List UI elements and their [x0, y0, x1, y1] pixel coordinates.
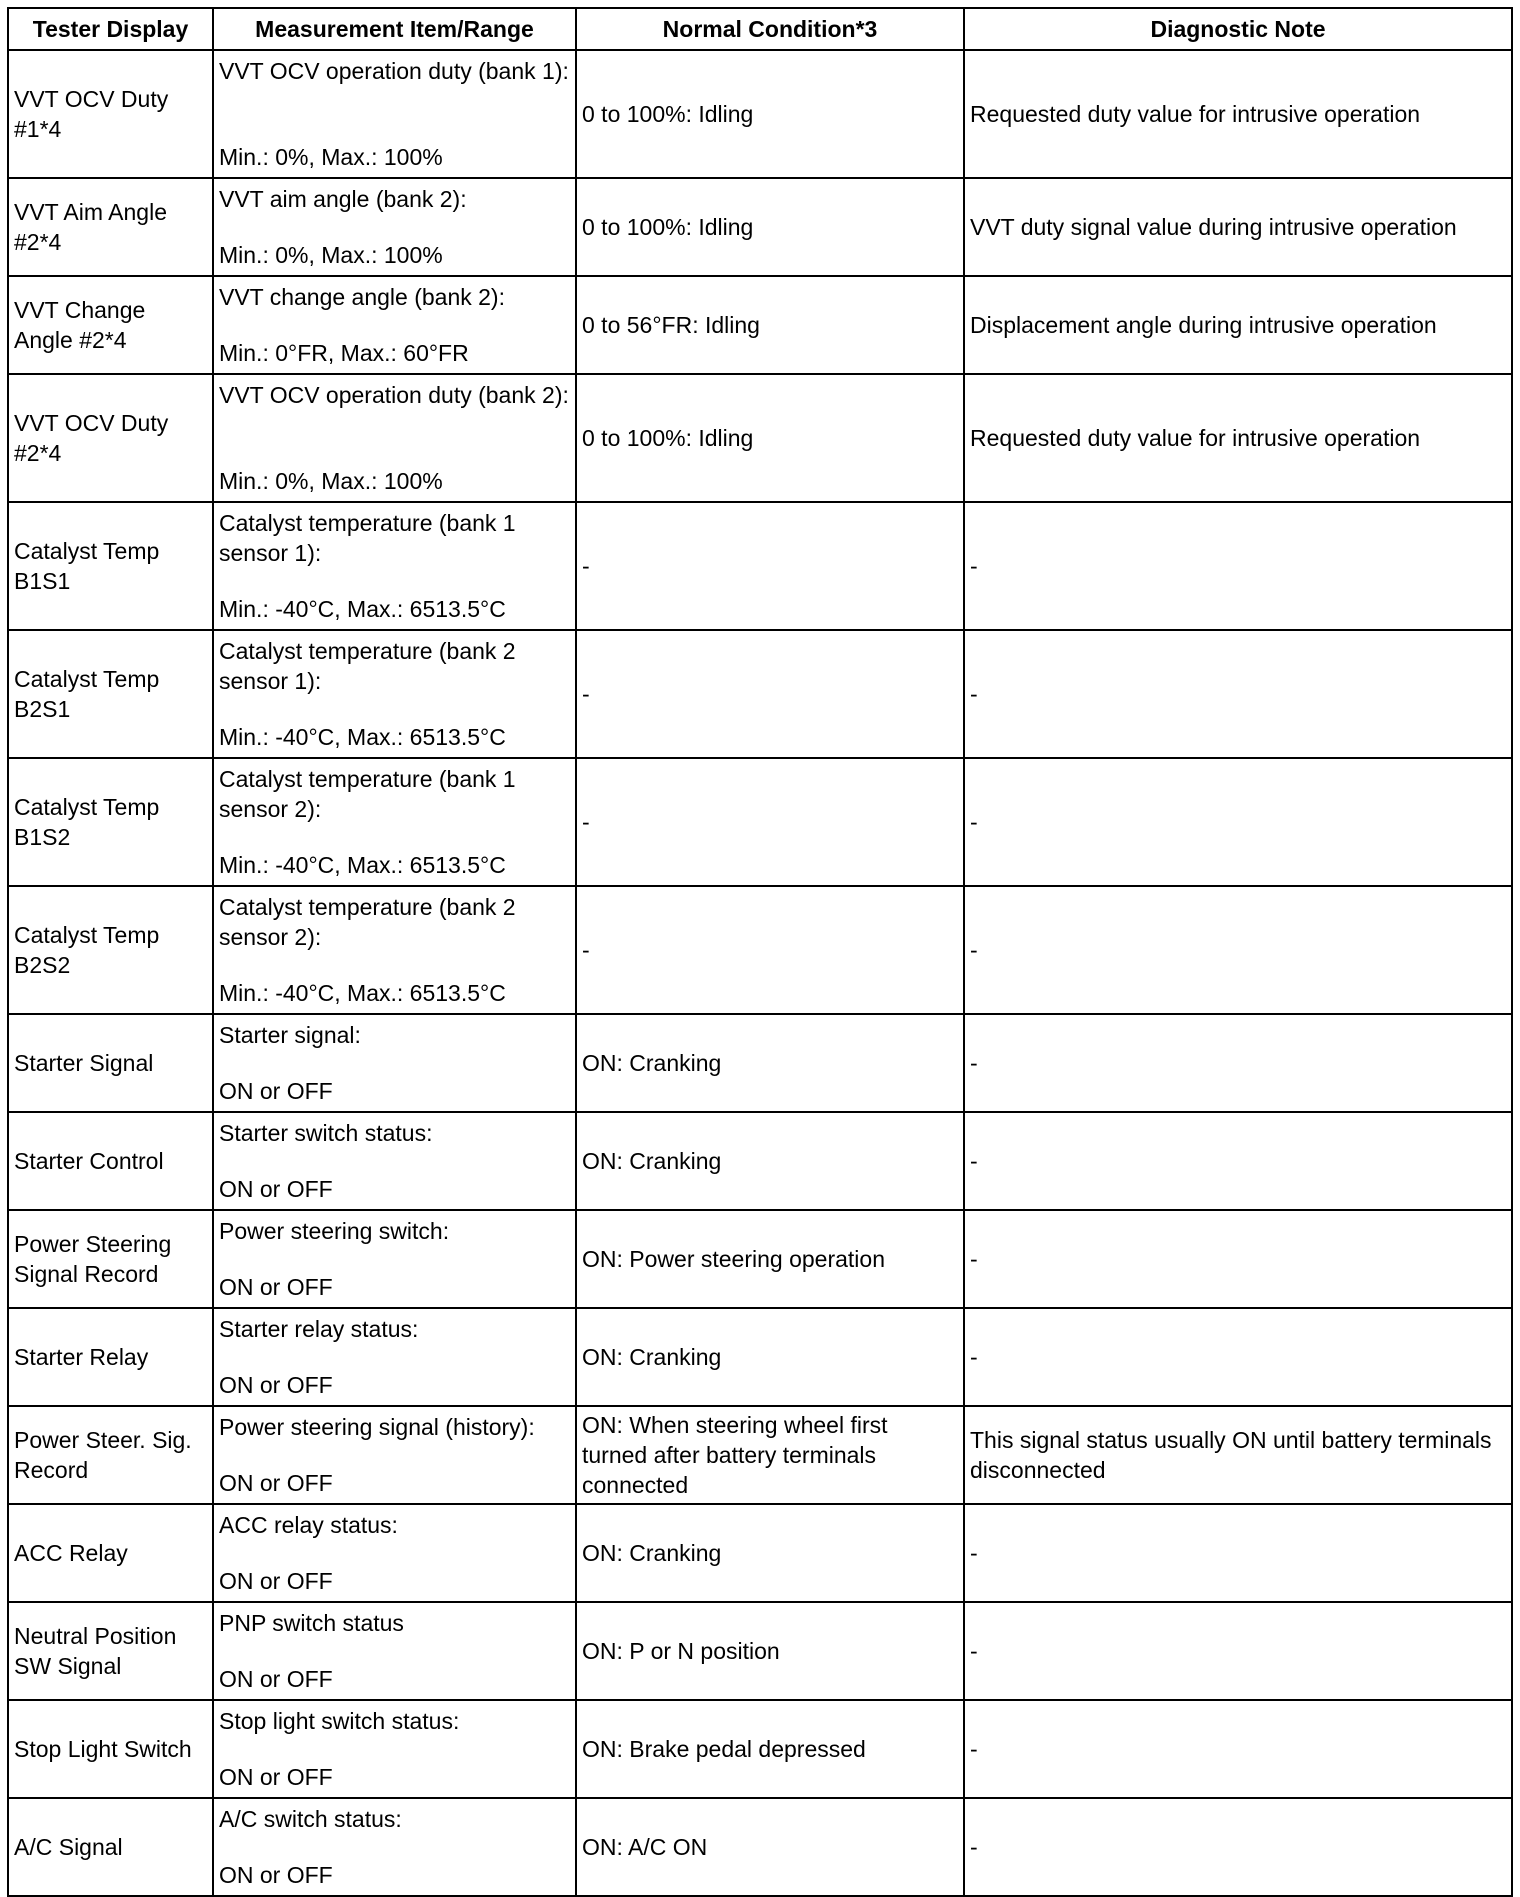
table-row — [8, 1014, 1512, 1112]
cell-diagnostic-note: - — [964, 758, 1512, 886]
measurement-item: Starter relay status: — [219, 1316, 419, 1342]
measurement-range: Min.: -40°C, Max.: 6513.5°C — [219, 596, 506, 622]
measurement-range: Min.: 0%, Max.: 100% — [219, 242, 443, 268]
table-row — [8, 50, 1512, 178]
cell-normal-condition: ON: A/C ON — [576, 1798, 964, 1896]
cell-normal-condition: - — [576, 502, 964, 630]
cell-diagnostic-note: - — [964, 1504, 1512, 1602]
cell-measurement — [213, 502, 576, 630]
cell-diagnostic-note: - — [964, 630, 1512, 758]
cell-measurement — [213, 178, 576, 276]
table-row — [8, 1210, 1512, 1308]
table-row — [8, 1700, 1512, 1798]
cell-measurement — [213, 1308, 576, 1406]
cell-measurement — [213, 1406, 576, 1504]
cell-normal-condition: ON: Cranking — [576, 1112, 964, 1210]
cell-tester-display: Power Steering Signal Record — [8, 1210, 213, 1308]
cell-normal-condition: - — [576, 758, 964, 886]
table-row — [8, 1798, 1512, 1896]
cell-normal-condition: 0 to 100%: Idling — [576, 374, 964, 502]
table-row — [8, 886, 1512, 1014]
measurement-range: ON or OFF — [219, 1470, 333, 1496]
table-row — [8, 758, 1512, 886]
cell-tester-display: Neutral Position SW Signal — [8, 1602, 213, 1700]
cell-diagnostic-note: - — [964, 502, 1512, 630]
cell-diagnostic-note: - — [964, 886, 1512, 1014]
cell-tester-display: VVT OCV Duty #2*4 — [8, 374, 213, 502]
diagnostic-data-table-page — [7, 7, 1511, 1897]
cell-measurement — [213, 758, 576, 886]
measurement-item: VVT change angle (bank 2): — [219, 284, 505, 310]
cell-diagnostic-note: - — [964, 1308, 1512, 1406]
cell-normal-condition: 0 to 100%: Idling — [576, 50, 964, 178]
cell-measurement — [213, 1112, 576, 1210]
measurement-range: ON or OFF — [219, 1078, 333, 1104]
measurement-range: Min.: 0%, Max.: 100% — [219, 468, 443, 494]
measurement-range: Min.: 0°FR, Max.: 60°FR — [219, 340, 469, 366]
cell-normal-condition: ON: Brake pedal depressed — [576, 1700, 964, 1798]
table-row — [8, 1504, 1512, 1602]
cell-normal-condition: ON: Cranking — [576, 1014, 964, 1112]
measurement-range: Min.: -40°C, Max.: 6513.5°C — [219, 724, 506, 750]
measurement-item: Catalyst temperature (bank 1 sensor 2): — [219, 766, 516, 822]
measurement-item: Power steering switch: — [219, 1218, 450, 1244]
cell-normal-condition: 0 to 56°FR: Idling — [576, 276, 964, 374]
cell-normal-condition: ON: Cranking — [576, 1308, 964, 1406]
measurement-item: VVT OCV operation duty (bank 1): — [219, 58, 569, 84]
header-tester-display: Tester Display — [8, 8, 213, 50]
measurement-range: ON or OFF — [219, 1176, 333, 1202]
cell-normal-condition: ON: Power steering operation — [576, 1210, 964, 1308]
cell-tester-display: Power Steer. Sig. Record — [8, 1406, 213, 1504]
cell-tester-display: VVT Change Angle #2*4 — [8, 276, 213, 374]
cell-measurement — [213, 1602, 576, 1700]
cell-measurement — [213, 1798, 576, 1896]
cell-normal-condition: ON: When steering wheel first turned after battery terminals connected — [576, 1406, 964, 1504]
measurement-item: Catalyst temperature (bank 1 sensor 1): — [219, 510, 516, 566]
measurement-item: Catalyst temperature (bank 2 sensor 1): — [219, 638, 516, 694]
cell-tester-display: VVT OCV Duty #1*4 — [8, 50, 213, 178]
measurement-range: ON or OFF — [219, 1764, 333, 1790]
cell-measurement — [213, 886, 576, 1014]
measurement-item: ACC relay status: — [219, 1512, 398, 1538]
cell-diagnostic-note: - — [964, 1210, 1512, 1308]
cell-normal-condition: - — [576, 886, 964, 1014]
cell-measurement — [213, 1210, 576, 1308]
cell-tester-display: A/C Signal — [8, 1798, 213, 1896]
cell-tester-display: Catalyst Temp B1S2 — [8, 758, 213, 886]
cell-tester-display: VVT Aim Angle #2*4 — [8, 178, 213, 276]
cell-normal-condition: - — [576, 630, 964, 758]
cell-tester-display: Stop Light Switch — [8, 1700, 213, 1798]
cell-tester-display: ACC Relay — [8, 1504, 213, 1602]
cell-diagnostic-note: Displacement angle during intrusive operation — [964, 276, 1512, 374]
cell-diagnostic-note: - — [964, 1602, 1512, 1700]
table-row — [8, 276, 1512, 374]
measurement-range: Min.: 0%, Max.: 100% — [219, 144, 443, 170]
cell-diagnostic-note: Requested duty value for intrusive operation — [964, 374, 1512, 502]
measurement-range: ON or OFF — [219, 1666, 333, 1692]
table-row — [8, 1112, 1512, 1210]
measurement-range: Min.: -40°C, Max.: 6513.5°C — [219, 980, 506, 1006]
cell-normal-condition: ON: P or N position — [576, 1602, 964, 1700]
cell-normal-condition: ON: Cranking — [576, 1504, 964, 1602]
cell-measurement — [213, 630, 576, 758]
cell-measurement — [213, 1504, 576, 1602]
cell-tester-display: Catalyst Temp B2S2 — [8, 886, 213, 1014]
measurement-item: A/C switch status: — [219, 1806, 402, 1832]
data-list-table — [7, 7, 1513, 1897]
cell-tester-display: Catalyst Temp B1S1 — [8, 502, 213, 630]
table-row — [8, 630, 1512, 758]
cell-measurement — [213, 1700, 576, 1798]
cell-diagnostic-note: Requested duty value for intrusive operation — [964, 50, 1512, 178]
table-row — [8, 1602, 1512, 1700]
cell-diagnostic-note: - — [964, 1112, 1512, 1210]
table-row — [8, 374, 1512, 502]
measurement-range: ON or OFF — [219, 1372, 333, 1398]
cell-normal-condition: 0 to 100%: Idling — [576, 178, 964, 276]
measurement-item: Power steering signal (history): — [219, 1414, 535, 1440]
cell-diagnostic-note: - — [964, 1798, 1512, 1896]
table-row — [8, 1406, 1512, 1504]
table-row — [8, 1308, 1512, 1406]
measurement-item: VVT OCV operation duty (bank 2): — [219, 382, 569, 408]
measurement-range: ON or OFF — [219, 1862, 333, 1888]
cell-measurement — [213, 50, 576, 178]
cell-diagnostic-note: This signal status usually ON until battery terminals disconnected — [964, 1406, 1512, 1504]
cell-diagnostic-note: - — [964, 1014, 1512, 1112]
header-normal-condition: Normal Condition*3 — [576, 8, 964, 50]
header-measurement-item: Measurement Item/Range — [213, 8, 576, 50]
cell-measurement — [213, 276, 576, 374]
measurement-item: Starter signal: — [219, 1022, 361, 1048]
table-header-row — [8, 8, 1512, 50]
cell-tester-display: Starter Control — [8, 1112, 213, 1210]
table-row — [8, 178, 1512, 276]
header-diagnostic-note: Diagnostic Note — [964, 8, 1512, 50]
measurement-range: ON or OFF — [219, 1568, 333, 1594]
measurement-item: PNP switch status — [219, 1610, 404, 1636]
cell-measurement — [213, 374, 576, 502]
cell-tester-display: Starter Signal — [8, 1014, 213, 1112]
measurement-item: Starter switch status: — [219, 1120, 433, 1146]
cell-diagnostic-note: VVT duty signal value during intrusive operation — [964, 178, 1512, 276]
cell-diagnostic-note: - — [964, 1700, 1512, 1798]
cell-tester-display: Starter Relay — [8, 1308, 213, 1406]
measurement-range: Min.: -40°C, Max.: 6513.5°C — [219, 852, 506, 878]
measurement-item: Stop light switch status: — [219, 1708, 460, 1734]
measurement-item: VVT aim angle (bank 2): — [219, 186, 467, 212]
cell-tester-display: Catalyst Temp B2S1 — [8, 630, 213, 758]
measurement-range: ON or OFF — [219, 1274, 333, 1300]
measurement-item: Catalyst temperature (bank 2 sensor 2): — [219, 894, 516, 950]
table-row — [8, 502, 1512, 630]
cell-measurement — [213, 1014, 576, 1112]
